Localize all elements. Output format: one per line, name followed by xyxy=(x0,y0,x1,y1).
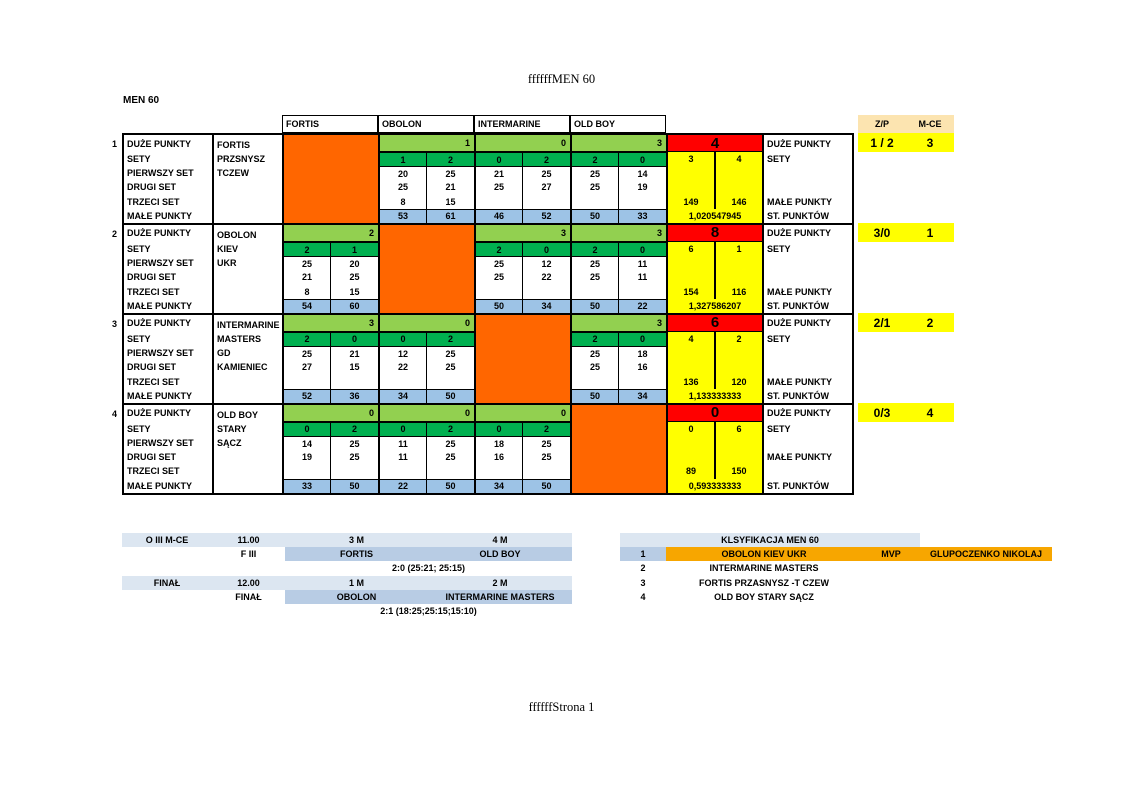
set-score-cell: 25 xyxy=(570,360,618,374)
set-score-cell xyxy=(282,374,330,388)
set-score-cell: 25 xyxy=(378,180,426,194)
self-match-cell xyxy=(474,315,570,403)
classification-header: KLSYFIKACJA MEN 60 xyxy=(620,533,920,547)
set-score-cell: 25 xyxy=(330,270,378,284)
small-points-cell: 34 xyxy=(474,479,522,493)
schedule-cell: OLD BOY xyxy=(428,547,572,561)
small-points-cell: 34 xyxy=(522,299,570,313)
team-name-line: TCZEW xyxy=(217,168,249,179)
zp-column-header: Z/P xyxy=(858,115,906,133)
total-points-cell: 4 xyxy=(666,135,762,152)
match-points-cell: 0 xyxy=(378,405,474,422)
self-match-cell xyxy=(378,225,474,313)
sets-won-cell: 2 xyxy=(474,242,522,256)
set-score-cell: 20 xyxy=(330,256,378,270)
st-points-cell: 1,133333333 xyxy=(666,389,762,403)
small-points-cell: 52 xyxy=(282,389,330,403)
right-row-label: ST. PUNKTÓW xyxy=(762,299,852,313)
schedule-cell: 11.00 xyxy=(212,533,285,547)
total-points-cell: 0 xyxy=(666,405,762,422)
set-score-cell xyxy=(282,464,330,478)
team-name-line: FORTIS xyxy=(217,140,250,150)
small-points-cell: 53 xyxy=(378,209,426,223)
set-score-cell: 22 xyxy=(522,270,570,284)
set-score-cell xyxy=(378,374,426,388)
total-sets-cell: 0 xyxy=(666,422,714,436)
set-score-cell: 25 xyxy=(426,450,474,464)
small-points-cell: 50 xyxy=(426,389,474,403)
sets-won-cell: 0 xyxy=(522,242,570,256)
set-score-cell xyxy=(474,464,522,478)
set-score-cell xyxy=(378,464,426,478)
total-spacer-cell xyxy=(666,436,714,450)
small-points-cell: 22 xyxy=(378,479,426,493)
opponent-header: FORTIS xyxy=(282,115,378,133)
classification-team: OBOLON KIEV UKR xyxy=(666,547,862,561)
classification-team: FORTIS PRZASNYSZ -T CZEW xyxy=(699,577,829,588)
match-points-cell: 0 xyxy=(474,405,570,422)
right-row-label: MAŁE PUNKTY xyxy=(762,450,852,464)
row-label: DRUGI SET xyxy=(127,452,177,463)
opponent-header: INTERMARINE xyxy=(474,115,570,133)
team-name-line: INTERMARINE xyxy=(217,319,280,330)
row-label: MAŁE PUNKTY xyxy=(127,480,192,491)
row-label: SETY xyxy=(127,333,151,344)
total-sets-cell: 1 xyxy=(714,242,762,256)
small-points-cell: 46 xyxy=(474,209,522,223)
set-score-cell: 15 xyxy=(330,360,378,374)
schedule-cell: OBOLON xyxy=(285,590,428,604)
right-row-label xyxy=(762,346,852,360)
set-score-cell: 12 xyxy=(378,346,426,360)
right-row-label xyxy=(762,436,852,450)
set-score-cell xyxy=(618,374,666,388)
set-score-cell: 8 xyxy=(282,285,330,299)
match-score-cell: 2:0 (25:21; 25:15) xyxy=(285,561,572,575)
row-label: PIERWSZY SET xyxy=(127,258,194,269)
row-label: TRZECI SET xyxy=(127,376,180,387)
classification-table xyxy=(620,533,1052,604)
row-label: DUŻE PUNKTY xyxy=(127,408,192,419)
total-small-points-cell: 136 xyxy=(666,374,714,388)
right-row-label: ST. PUNKTÓW xyxy=(762,479,852,493)
zp-value: 2/1 xyxy=(858,313,906,332)
set-score-cell: 25 xyxy=(282,346,330,360)
row-label: MAŁE PUNKTY xyxy=(127,210,192,221)
sets-won-cell: 2 xyxy=(570,242,618,256)
set-score-cell xyxy=(570,195,618,209)
set-score-cell: 25 xyxy=(282,256,330,270)
set-score-cell xyxy=(426,464,474,478)
right-row-label xyxy=(762,256,852,270)
total-spacer-cell xyxy=(714,256,762,270)
result-block xyxy=(122,313,854,403)
right-row-label: DUŻE PUNKTY xyxy=(762,405,852,422)
schedule-cell: FORTIS xyxy=(285,547,428,561)
page-header-title: ffffffMEN 60 xyxy=(527,72,596,86)
sets-won-cell: 2 xyxy=(522,152,570,166)
right-row-label: SETY xyxy=(762,422,852,436)
right-row-label: SETY xyxy=(762,332,852,346)
set-score-cell: 15 xyxy=(426,195,474,209)
small-points-cell: 60 xyxy=(330,299,378,313)
match-points-cell: 0 xyxy=(474,135,570,152)
total-sets-cell: 4 xyxy=(714,152,762,166)
team-name-cell xyxy=(212,405,282,493)
small-points-cell: 33 xyxy=(618,209,666,223)
set-score-cell xyxy=(618,285,666,299)
mvp-name: GLUPOCZENKO NIKOLAJ xyxy=(920,547,1052,561)
total-spacer-cell xyxy=(666,360,714,374)
self-match-cell xyxy=(570,405,666,493)
team-name-line: OLD BOY xyxy=(217,409,259,420)
mce-column-header: M-CE xyxy=(906,115,954,133)
total-spacer-cell xyxy=(714,180,762,194)
set-score-cell: 25 xyxy=(522,450,570,464)
total-sets-cell: 4 xyxy=(666,332,714,346)
set-score-cell: 19 xyxy=(618,180,666,194)
total-small-points-cell: 120 xyxy=(714,374,762,388)
mce-value: 2 xyxy=(906,313,954,332)
set-score-cell: 25 xyxy=(570,256,618,270)
sets-won-cell: 2 xyxy=(570,152,618,166)
match-points-cell: 3 xyxy=(474,225,570,242)
schedule-cell: 4 M xyxy=(428,533,572,547)
mce-value: 1 xyxy=(906,223,954,242)
sets-won-cell: 2 xyxy=(426,422,474,436)
total-spacer-cell xyxy=(666,256,714,270)
small-points-cell: 22 xyxy=(618,299,666,313)
right-row-label xyxy=(762,360,852,374)
row-label: SETY xyxy=(127,244,151,255)
total-spacer-cell xyxy=(714,436,762,450)
set-score-cell: 25 xyxy=(426,346,474,360)
sets-won-cell: 1 xyxy=(378,152,426,166)
set-score-cell: 14 xyxy=(618,166,666,180)
schedule-table xyxy=(122,533,572,618)
mce-value: 4 xyxy=(906,403,954,422)
sets-won-cell: 2 xyxy=(522,422,570,436)
set-score-cell: 25 xyxy=(570,166,618,180)
set-score-cell xyxy=(330,464,378,478)
row-label: TRZECI SET xyxy=(127,466,180,477)
right-row-label: MAŁE PUNKTY xyxy=(762,195,852,209)
sets-won-cell: 0 xyxy=(618,242,666,256)
sets-won-cell: 0 xyxy=(618,152,666,166)
right-row-label: ST. PUNKTÓW xyxy=(762,389,852,403)
set-score-cell: 16 xyxy=(618,360,666,374)
total-spacer-cell xyxy=(666,270,714,284)
set-score-cell xyxy=(522,464,570,478)
set-score-cell xyxy=(426,374,474,388)
right-row-label: SETY xyxy=(762,152,852,166)
team-name-line: SĄCZ xyxy=(217,438,242,449)
row-label: DRUGI SET xyxy=(127,272,177,283)
match-points-cell: 1 xyxy=(378,135,474,152)
small-points-cell: 50 xyxy=(474,299,522,313)
mce-value: 3 xyxy=(906,133,954,152)
set-score-cell: 25 xyxy=(570,346,618,360)
set-score-cell xyxy=(474,285,522,299)
right-row-label xyxy=(762,270,852,284)
schedule-cell: 2 M xyxy=(428,576,572,590)
schedule-cell: FINAŁ xyxy=(122,576,212,590)
set-score-cell: 19 xyxy=(282,450,330,464)
set-score-cell: 25 xyxy=(330,436,378,450)
block-number: 4 xyxy=(111,408,117,419)
set-score-cell: 21 xyxy=(426,180,474,194)
total-sets-cell: 2 xyxy=(714,332,762,346)
right-row-label: DUŻE PUNKTY xyxy=(762,315,852,332)
right-row-label xyxy=(762,464,852,478)
sets-won-cell: 1 xyxy=(330,242,378,256)
team-name-line: GD xyxy=(217,348,231,359)
total-sets-cell: 6 xyxy=(666,242,714,256)
small-points-cell: 34 xyxy=(378,389,426,403)
row-label: DRUGI SET xyxy=(127,362,177,373)
opponent-header: OLD BOY xyxy=(570,115,666,133)
row-label: PIERWSZY SET xyxy=(127,438,194,449)
set-score-cell: 11 xyxy=(618,256,666,270)
page-footer-title: ffffffStrona 1 xyxy=(528,700,595,714)
row-label: PIERWSZY SET xyxy=(127,168,194,179)
set-score-cell xyxy=(570,285,618,299)
classification-team: OLD BOY STARY SĄCZ xyxy=(714,591,814,602)
match-points-cell: 3 xyxy=(570,315,666,332)
set-score-cell: 25 xyxy=(570,270,618,284)
schedule-cell: 1 M xyxy=(285,576,428,590)
team-name-cell xyxy=(212,315,282,403)
set-score-cell: 25 xyxy=(474,256,522,270)
st-points-cell: 0,593333333 xyxy=(666,479,762,493)
team-name-cell xyxy=(212,135,282,223)
team-name-line: KAMIENIEC xyxy=(217,362,268,373)
small-points-cell: 50 xyxy=(426,479,474,493)
classification-team: INTERMARINE MASTERS xyxy=(709,563,819,574)
right-row-label: DUŻE PUNKTY xyxy=(762,225,852,242)
total-spacer-cell xyxy=(714,450,762,464)
set-score-cell: 21 xyxy=(474,166,522,180)
set-score-cell: 27 xyxy=(522,180,570,194)
block-number: 3 xyxy=(111,318,117,329)
schedule-cell: INTERMARINE MASTERS xyxy=(428,590,572,604)
set-score-cell: 11 xyxy=(618,270,666,284)
schedule-cell: 12.00 xyxy=(212,576,285,590)
small-points-cell: 54 xyxy=(282,299,330,313)
total-small-points-cell: 149 xyxy=(666,195,714,209)
set-score-cell xyxy=(474,195,522,209)
set-score-cell: 15 xyxy=(330,285,378,299)
classification-rank: 2 xyxy=(640,563,646,574)
small-points-cell: 36 xyxy=(330,389,378,403)
schedule-cell: FINAŁ xyxy=(235,591,262,602)
sets-won-cell: 0 xyxy=(474,152,522,166)
match-score-cell: 2:1 (18:25;25:15;15:10) xyxy=(285,604,572,618)
classification-rank: 3 xyxy=(640,577,646,588)
team-name-line: MASTERS xyxy=(217,334,262,345)
small-points-cell: 50 xyxy=(570,389,618,403)
result-block xyxy=(122,403,854,495)
team-name-cell xyxy=(212,225,282,313)
right-row-label: SETY xyxy=(762,242,852,256)
zp-value: 0/3 xyxy=(858,403,906,422)
right-row-label: ST. PUNKTÓW xyxy=(762,209,852,223)
set-score-cell: 25 xyxy=(522,436,570,450)
set-score-cell: 16 xyxy=(474,450,522,464)
small-points-cell: 50 xyxy=(570,209,618,223)
row-label: TRZECI SET xyxy=(127,196,180,207)
right-row-label: MAŁE PUNKTY xyxy=(762,285,852,299)
row-label: MAŁE PUNKTY xyxy=(127,390,192,401)
team-name-line: STARY xyxy=(217,424,247,435)
set-score-cell: 21 xyxy=(330,346,378,360)
schedule-cell: 3 M xyxy=(285,533,428,547)
row-label: TRZECI SET xyxy=(127,286,180,297)
set-score-cell: 25 xyxy=(426,360,474,374)
set-score-cell: 25 xyxy=(330,450,378,464)
block-number: 1 xyxy=(111,138,117,149)
zp-value: 1 / 2 xyxy=(858,133,906,152)
schedule-cell xyxy=(122,590,212,604)
sheet-title: MEN 60 xyxy=(123,95,160,106)
small-points-cell: 52 xyxy=(522,209,570,223)
row-label: DRUGI SET xyxy=(127,182,177,193)
opponent-header: OBOLON xyxy=(378,115,474,133)
match-points-cell: 3 xyxy=(282,315,378,332)
total-spacer-cell xyxy=(666,180,714,194)
team-name-line: PRZSNYSZ xyxy=(217,154,266,165)
set-score-cell: 11 xyxy=(378,450,426,464)
sets-won-cell: 2 xyxy=(282,332,330,346)
team-name-line: OBOLON xyxy=(217,229,257,240)
team-name-line: KIEV xyxy=(217,244,239,255)
sets-won-cell: 0 xyxy=(618,332,666,346)
set-score-cell: 25 xyxy=(570,180,618,194)
set-score-cell: 25 xyxy=(426,436,474,450)
small-points-cell: 50 xyxy=(570,299,618,313)
match-points-cell: 2 xyxy=(282,225,378,242)
sets-won-cell: 2 xyxy=(426,332,474,346)
total-sets-cell: 6 xyxy=(714,422,762,436)
st-points-cell: 1,020547945 xyxy=(666,209,762,223)
set-score-cell xyxy=(522,195,570,209)
schedule-cell xyxy=(122,547,212,561)
sets-won-cell: 0 xyxy=(330,332,378,346)
row-label: MAŁE PUNKTY xyxy=(127,300,192,311)
classification-rank: 4 xyxy=(640,591,646,602)
row-label: DUŻE PUNKTY xyxy=(127,228,192,239)
small-points-cell: 50 xyxy=(522,479,570,493)
match-points-cell: 3 xyxy=(570,135,666,152)
right-row-label xyxy=(762,166,852,180)
set-score-cell: 25 xyxy=(522,166,570,180)
sets-won-cell: 2 xyxy=(570,332,618,346)
classification-rank: 1 xyxy=(620,547,666,561)
total-small-points-cell: 116 xyxy=(714,285,762,299)
total-small-points-cell: 154 xyxy=(666,285,714,299)
row-label: SETY xyxy=(127,423,151,434)
block-number: 2 xyxy=(111,228,117,239)
set-score-cell xyxy=(570,374,618,388)
result-block xyxy=(122,133,854,223)
set-score-cell: 25 xyxy=(474,270,522,284)
set-score-cell: 14 xyxy=(282,436,330,450)
match-points-cell: 0 xyxy=(378,315,474,332)
sets-won-cell: 0 xyxy=(378,422,426,436)
result-block xyxy=(122,223,854,313)
set-score-cell xyxy=(522,285,570,299)
set-score-cell: 22 xyxy=(378,360,426,374)
schedule-cell: O III M-CE xyxy=(122,533,212,547)
small-points-cell: 33 xyxy=(282,479,330,493)
set-score-cell: 25 xyxy=(426,166,474,180)
total-spacer-cell xyxy=(714,360,762,374)
set-score-cell: 25 xyxy=(474,180,522,194)
set-score-cell: 18 xyxy=(474,436,522,450)
row-label: PIERWSZY SET xyxy=(127,348,194,359)
set-score-cell: 21 xyxy=(282,270,330,284)
row-label: SETY xyxy=(127,154,151,165)
set-score-cell: 11 xyxy=(378,436,426,450)
total-sets-cell: 3 xyxy=(666,152,714,166)
row-label: DUŻE PUNKTY xyxy=(127,318,192,329)
match-points-cell: 0 xyxy=(282,405,378,422)
total-spacer-cell xyxy=(666,346,714,360)
set-score-cell: 12 xyxy=(522,256,570,270)
main-table-blocks xyxy=(122,133,854,495)
zp-value: 3/0 xyxy=(858,223,906,242)
small-points-cell: 34 xyxy=(618,389,666,403)
set-score-cell: 20 xyxy=(378,166,426,180)
total-spacer-cell xyxy=(714,270,762,284)
mvp-label: MVP xyxy=(862,547,920,561)
sets-won-cell: 0 xyxy=(378,332,426,346)
total-small-points-cell: 150 xyxy=(714,464,762,478)
set-score-cell: 18 xyxy=(618,346,666,360)
right-row-label: DUŻE PUNKTY xyxy=(762,135,852,152)
sets-won-cell: 2 xyxy=(426,152,474,166)
self-match-cell xyxy=(282,135,378,223)
sets-won-cell: 0 xyxy=(474,422,522,436)
team-name-line: UKR xyxy=(217,258,237,269)
right-row-label: MAŁE PUNKTY xyxy=(762,374,852,388)
set-score-cell: 27 xyxy=(282,360,330,374)
schedule-cell: F III xyxy=(240,549,257,560)
total-small-points-cell: 89 xyxy=(666,464,714,478)
sets-won-cell: 2 xyxy=(282,242,330,256)
row-label: DUŻE PUNKTY xyxy=(127,138,192,149)
st-points-cell: 1,327586207 xyxy=(666,299,762,313)
right-row-label xyxy=(762,180,852,194)
total-small-points-cell: 146 xyxy=(714,195,762,209)
small-points-cell: 61 xyxy=(426,209,474,223)
set-score-cell: 8 xyxy=(378,195,426,209)
sets-won-cell: 0 xyxy=(282,422,330,436)
total-points-cell: 6 xyxy=(666,315,762,332)
total-spacer-cell xyxy=(714,346,762,360)
total-points-cell: 8 xyxy=(666,225,762,242)
small-points-cell: 50 xyxy=(330,479,378,493)
total-spacer-cell xyxy=(666,166,714,180)
total-spacer-cell xyxy=(714,166,762,180)
set-score-cell xyxy=(618,195,666,209)
sets-won-cell: 2 xyxy=(330,422,378,436)
total-spacer-cell xyxy=(666,450,714,464)
set-score-cell xyxy=(330,374,378,388)
match-points-cell: 3 xyxy=(570,225,666,242)
